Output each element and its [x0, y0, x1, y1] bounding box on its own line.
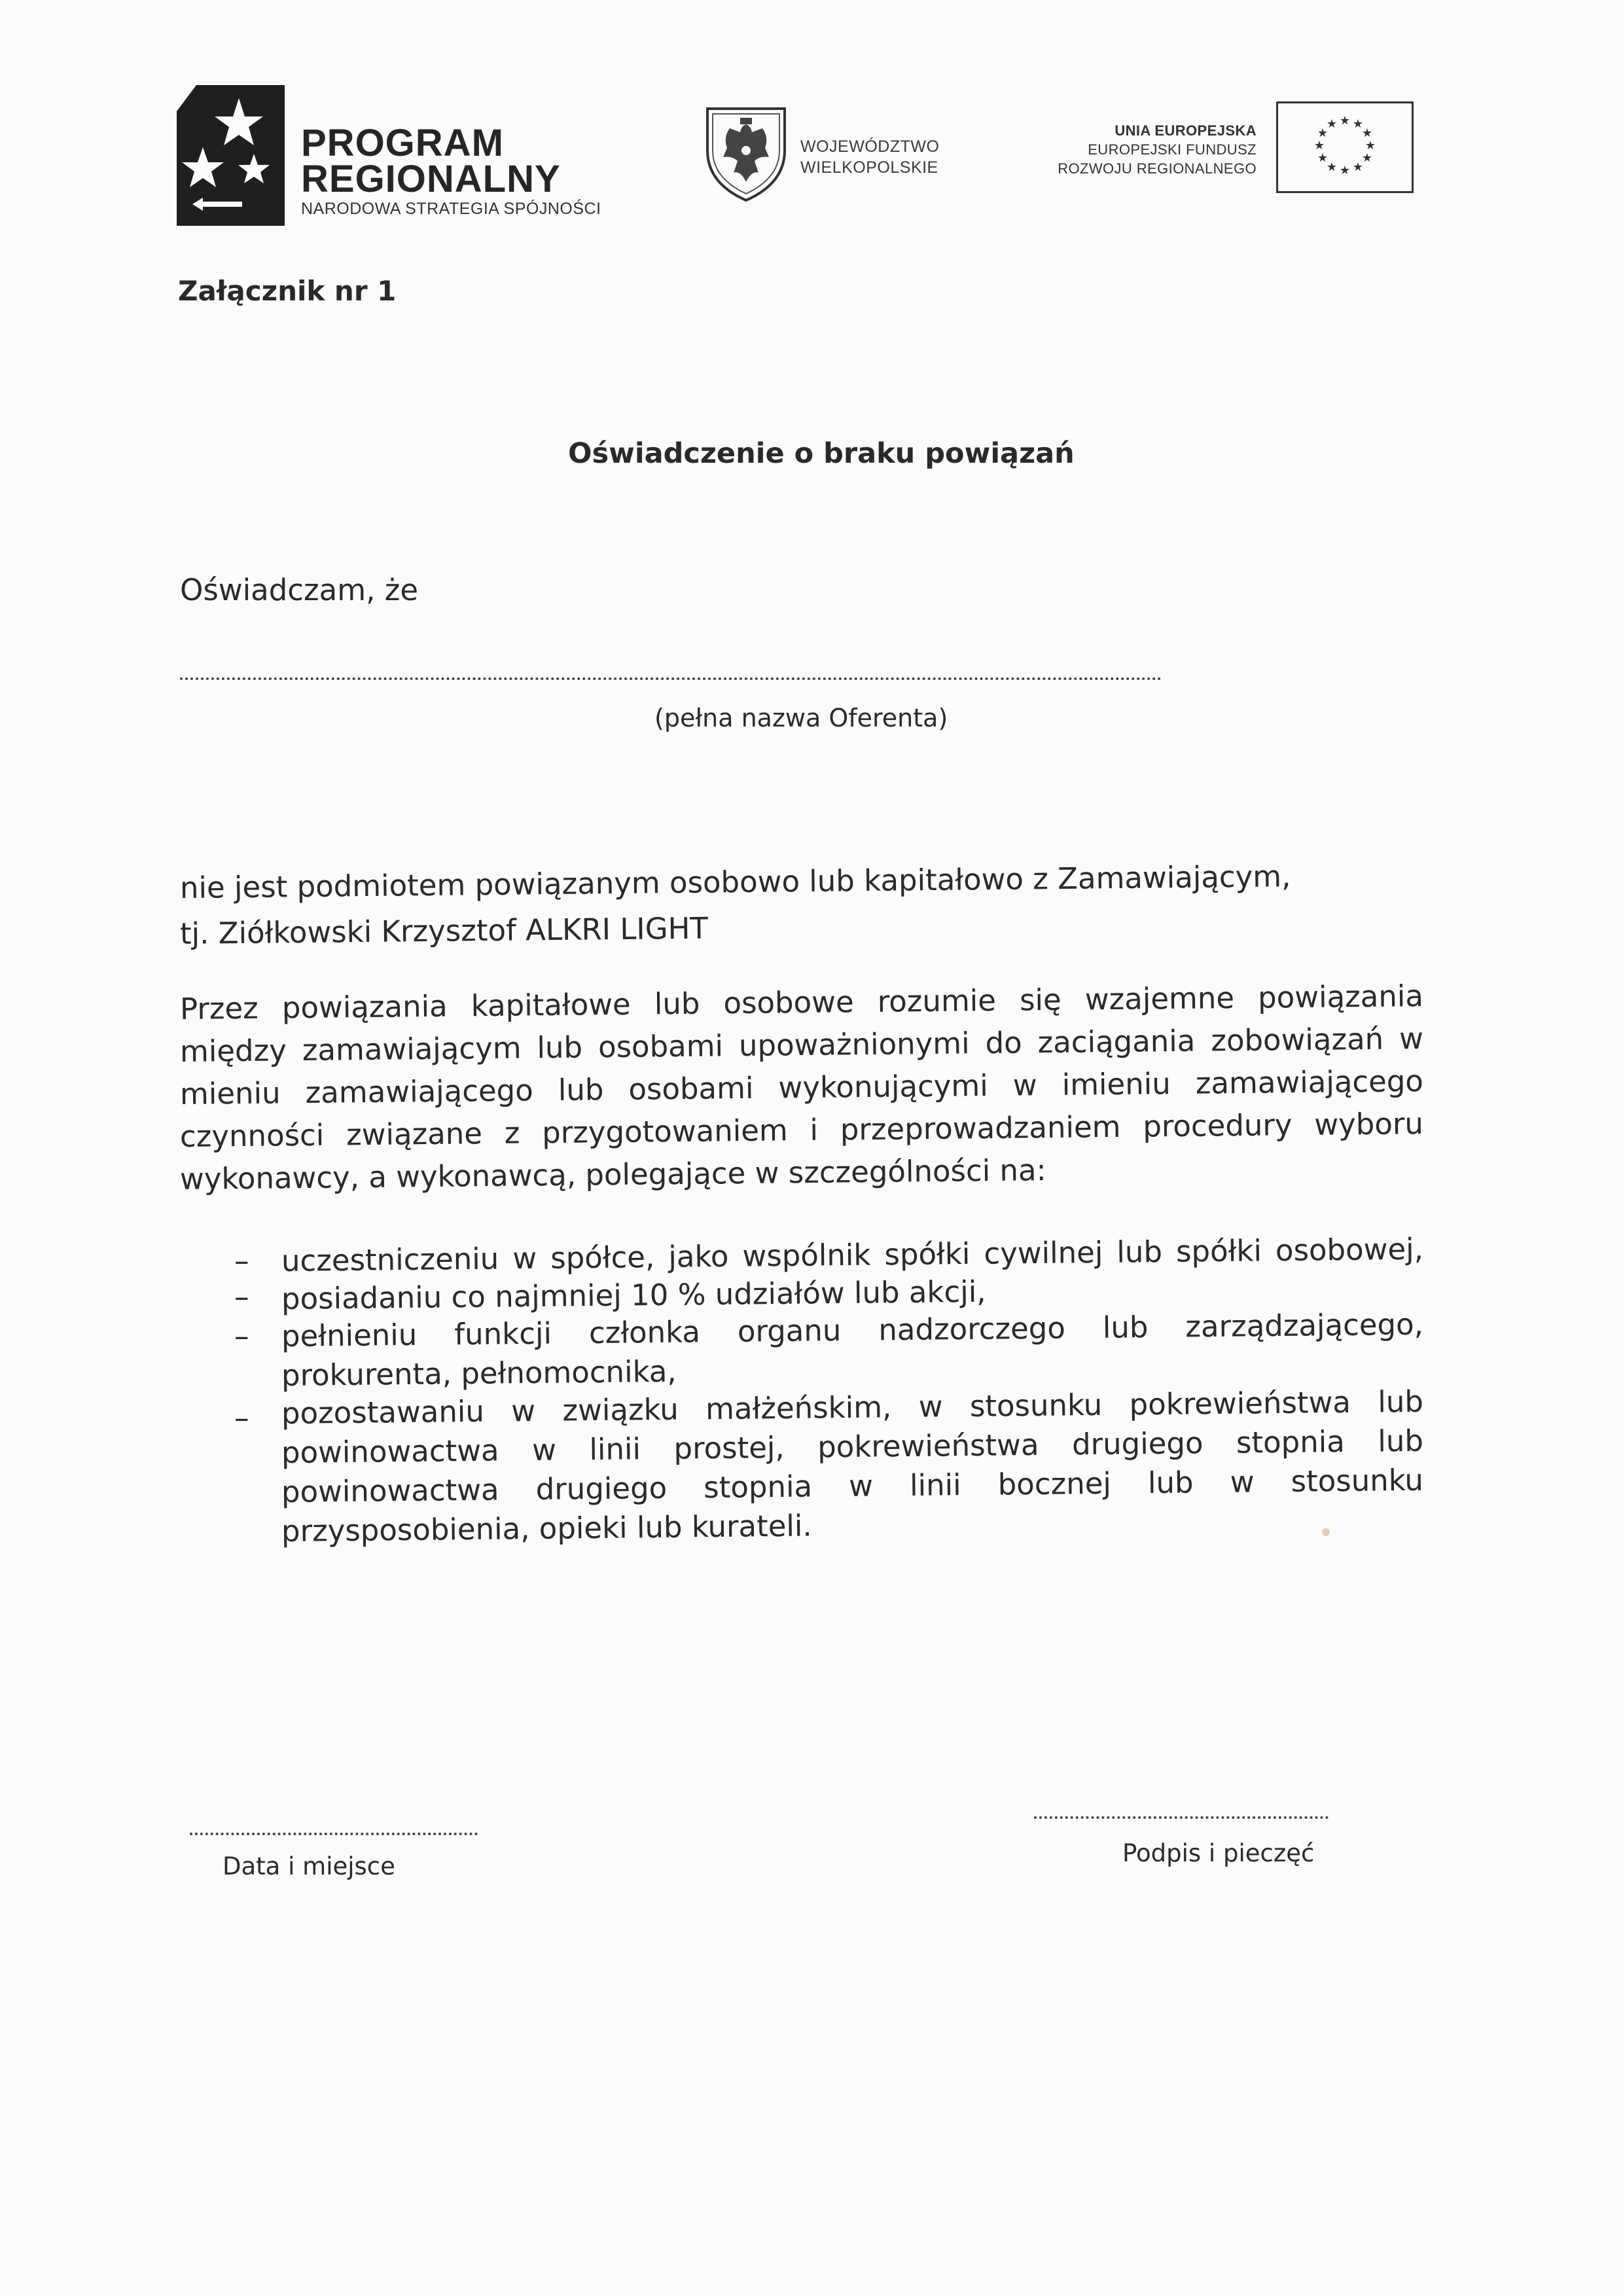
program-regionalny-logo: [177, 85, 635, 229]
paper-stain: [1322, 1528, 1330, 1536]
definition-line: czynności związane z przygotowaniem i przeprowadzaniem procedury wyboru: [179, 1106, 1424, 1154]
definition-line: między zamawiającym lub osobami upoważnionymi do zaciągania zobowiązań w: [179, 1021, 1424, 1069]
list-item-continuation: prokurenta, pełnomocnika,: [281, 1354, 677, 1393]
svg-text:★: ★: [1364, 139, 1376, 152]
svg-text:★: ★: [1352, 160, 1364, 174]
svg-text:★: ★: [1361, 126, 1373, 140]
oferent-name-field[interactable]: [180, 677, 1162, 680]
list-dash: –: [234, 1280, 249, 1314]
wojewodztwo-line2: WIELKOPOLSKIE: [800, 158, 938, 177]
eu-stars-icon: [1278, 103, 1412, 191]
program-title-line1: PROGRAM: [301, 122, 504, 164]
eu-line2: EUROPEJSKI FUNDUSZ: [1088, 141, 1257, 158]
wojewodztwo-line1: WOJEWÓDZTWO: [800, 137, 940, 156]
definition-line: mieniu zamawiającego lub osobami wykonującymi w imieniu zamawiającego: [179, 1064, 1424, 1111]
definition-line: Przez powiązania kapitałowe lub osobowe rozumie się wzajemne powiązania: [179, 978, 1424, 1026]
svg-text:★: ★: [1313, 139, 1325, 152]
program-emblem-icon: [177, 85, 285, 226]
list-item-continuation: powinowactwa w linii prostej, pokrewieństwa drugiego stopnia lub: [281, 1423, 1424, 1470]
list-dash: –: [234, 1319, 249, 1354]
declare-text: Oświadczam, że: [180, 573, 418, 607]
signature-field[interactable]: [1034, 1816, 1329, 1819]
eagle-crest-icon: [704, 105, 789, 203]
list-item: uczestniczeniu w spółce, jako wspólnik spółki cywilnej lub spółki osobowej,: [281, 1231, 1424, 1278]
date-place-field[interactable]: [190, 1833, 478, 1835]
list-item-continuation: powinowactwa drugiego stopnia w linii bocznej lub w stosunku: [281, 1462, 1424, 1509]
svg-text:★: ★: [1317, 151, 1329, 165]
definition-line: wykonawcy, a wykonawcą, polegające w szczególności na:: [179, 1153, 1047, 1196]
document-title: Oświadczenie o braku powiązań: [568, 437, 1075, 470]
wojewodztwo-logo: [704, 105, 978, 216]
eu-logo: [1021, 101, 1414, 200]
list-dash: –: [234, 1401, 249, 1435]
eu-line1: UNIA EUROPEJSKA: [1115, 122, 1257, 139]
list-item: pełnieniu funkcji członka organu nadzorczego lub zarządzającego,: [281, 1306, 1424, 1354]
annex-label: Załącznik nr 1: [178, 275, 397, 307]
svg-text:★: ★: [1326, 117, 1338, 131]
date-place-caption: Data i miejsce: [223, 1852, 395, 1880]
list-item: posiadaniu co najmniej 10 % udziałów lub akcji,: [281, 1274, 986, 1316]
svg-text:★: ★: [1352, 117, 1364, 131]
eu-flag-icon: [1276, 101, 1414, 193]
svg-text:★: ★: [1339, 164, 1351, 177]
svg-text:★: ★: [1339, 114, 1351, 128]
list-item: pozostawaniu w związku małżeńskim, w stosunku pokrewieństwa lub: [281, 1384, 1424, 1431]
svg-text:★: ★: [1326, 160, 1338, 174]
signature-caption: Podpis i pieczęć: [1122, 1839, 1315, 1867]
eu-text: [982, 121, 1257, 178]
list-item-continuation: przysposobienia, opieki lub kurateli.: [281, 1508, 812, 1549]
oferent-caption: (pełna nazwa Oferenta): [654, 704, 948, 732]
statement-line1: nie jest podmiotem powiązanym osobowo lub kapitałowo z Zamawiającym,: [179, 859, 1291, 905]
eu-line3: ROZWOJU REGIONALNEGO: [1058, 160, 1257, 177]
statement-line2: tj. Ziółkowski Krzysztof ALKRI LIGHT: [179, 910, 709, 951]
program-subtitle: NARODOWA STRATEGIA SPÓJNOŚCI: [301, 200, 601, 218]
list-dash: –: [234, 1244, 249, 1278]
svg-text:★: ★: [1361, 151, 1373, 165]
program-title-line2: REGIONALNY: [301, 158, 561, 200]
svg-text:★: ★: [1317, 126, 1329, 140]
